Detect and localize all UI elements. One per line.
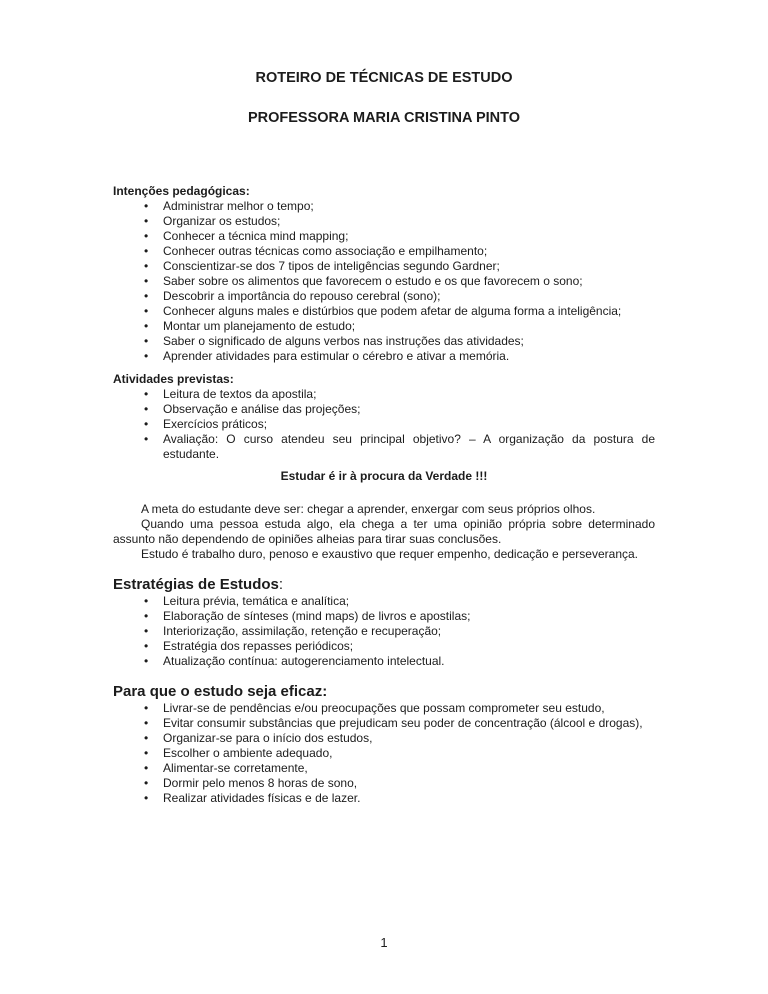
heading-estrategias xyxy=(113,576,655,594)
list-item: • Livrar-se de pendências e/ou preocupações que possam comprometer seu estudo, xyxy=(113,701,655,716)
list-item: • Saber sobre os alimentos que favorecem o estudo e os que favorecem o sono; xyxy=(113,274,655,289)
heading-intencoes: Intenções pedagógicas: xyxy=(113,184,250,198)
list-item: • Organizar os estudos; xyxy=(113,214,655,229)
list-item: • Aprender atividades para estimular o cérebro e ativar a memória. xyxy=(113,349,655,364)
heading-atividades: Atividades previstas: xyxy=(113,372,234,386)
list-item: • Administrar melhor o tempo; xyxy=(113,199,655,214)
list-item: • Conhecer a técnica mind mapping; xyxy=(113,229,655,244)
list-item: • Montar um planejamento de estudo; xyxy=(113,319,655,334)
list-item: • Realizar atividades físicas e de lazer. xyxy=(113,791,655,806)
list-item: • Leitura prévia, temática e analítica; xyxy=(113,594,655,609)
list-item: • Conscientizar-se dos 7 tipos de inteligências segundo Gardner; xyxy=(113,259,655,274)
list-item: • Exercícios práticos; xyxy=(113,417,655,432)
page-number: 1 xyxy=(380,935,388,950)
list-item: • Conhecer outras técnicas como associação e empilhamento; xyxy=(113,244,655,259)
list-item: • Elaboração de sínteses (mind maps) de livros e apostilas; xyxy=(113,609,655,624)
list-atividades xyxy=(113,387,655,462)
list-item: • Avaliação: O curso atendeu seu principal objetivo? – A organização da postura de estudante. xyxy=(113,432,655,462)
list-item: • Organizar-se para o início dos estudos, xyxy=(113,731,655,746)
list-item: • Alimentar-se corretamente, xyxy=(113,761,655,776)
list-intencoes xyxy=(113,199,655,364)
list-item: • Conhecer alguns males e distúrbios que podem afetar de alguma forma a inteligência; xyxy=(113,304,655,319)
list-item: • Escolher o ambiente adequado, xyxy=(113,746,655,761)
paragraph: Quando uma pessoa estuda algo, ela chega a ter uma opinião própria sobre determinado assunto não dependendo de opiniões alheias para tirar suas conclusões. xyxy=(113,517,655,546)
list-item: • Estratégia dos repasses periódicos; xyxy=(113,639,655,654)
list-item: • Dormir pelo menos 8 horas de sono, xyxy=(113,776,655,791)
list-item: • Interiorização, assimilação, retenção e recuperação; xyxy=(113,624,655,639)
motto-line: Estudar é ir à procura da Verdade !!! xyxy=(280,469,488,483)
heading-estrategias-colon: : xyxy=(278,576,284,593)
document-subtitle: PROFESSORA MARIA CRISTINA PINTO xyxy=(247,110,521,126)
list-item: • Evitar consumir substâncias que prejudicam seu poder de concentração (álcool e drogas), xyxy=(113,716,655,731)
paragraph: Estudo é trabalho duro, penoso e exaustivo que requer empenho, dedicação e perseverança. xyxy=(141,547,639,561)
document-title: ROTEIRO DE TÉCNICAS DE ESTUDO xyxy=(255,70,513,86)
list-item: • Atualização contínua: autogerenciamento intelectual. xyxy=(113,654,655,669)
list-eficaz xyxy=(113,701,655,806)
list-estrategias xyxy=(113,594,655,669)
body-paragraphs xyxy=(113,502,655,562)
list-item: • Observação e análise das projeções; xyxy=(113,402,655,417)
list-item: • Leitura de textos da apostila; xyxy=(113,387,655,402)
heading-estrategias-text: Estratégias de Estudos xyxy=(113,576,279,593)
heading-eficaz: Para que o estudo seja eficaz: xyxy=(113,683,328,700)
list-item: • Saber o significado de alguns verbos nas instruções das atividades; xyxy=(113,334,655,349)
paragraph: A meta do estudante deve ser: chegar a aprender, enxergar com seus próprios olhos. xyxy=(141,502,596,516)
list-item: • Descobrir a importância do repouso cerebral (sono); xyxy=(113,289,655,304)
